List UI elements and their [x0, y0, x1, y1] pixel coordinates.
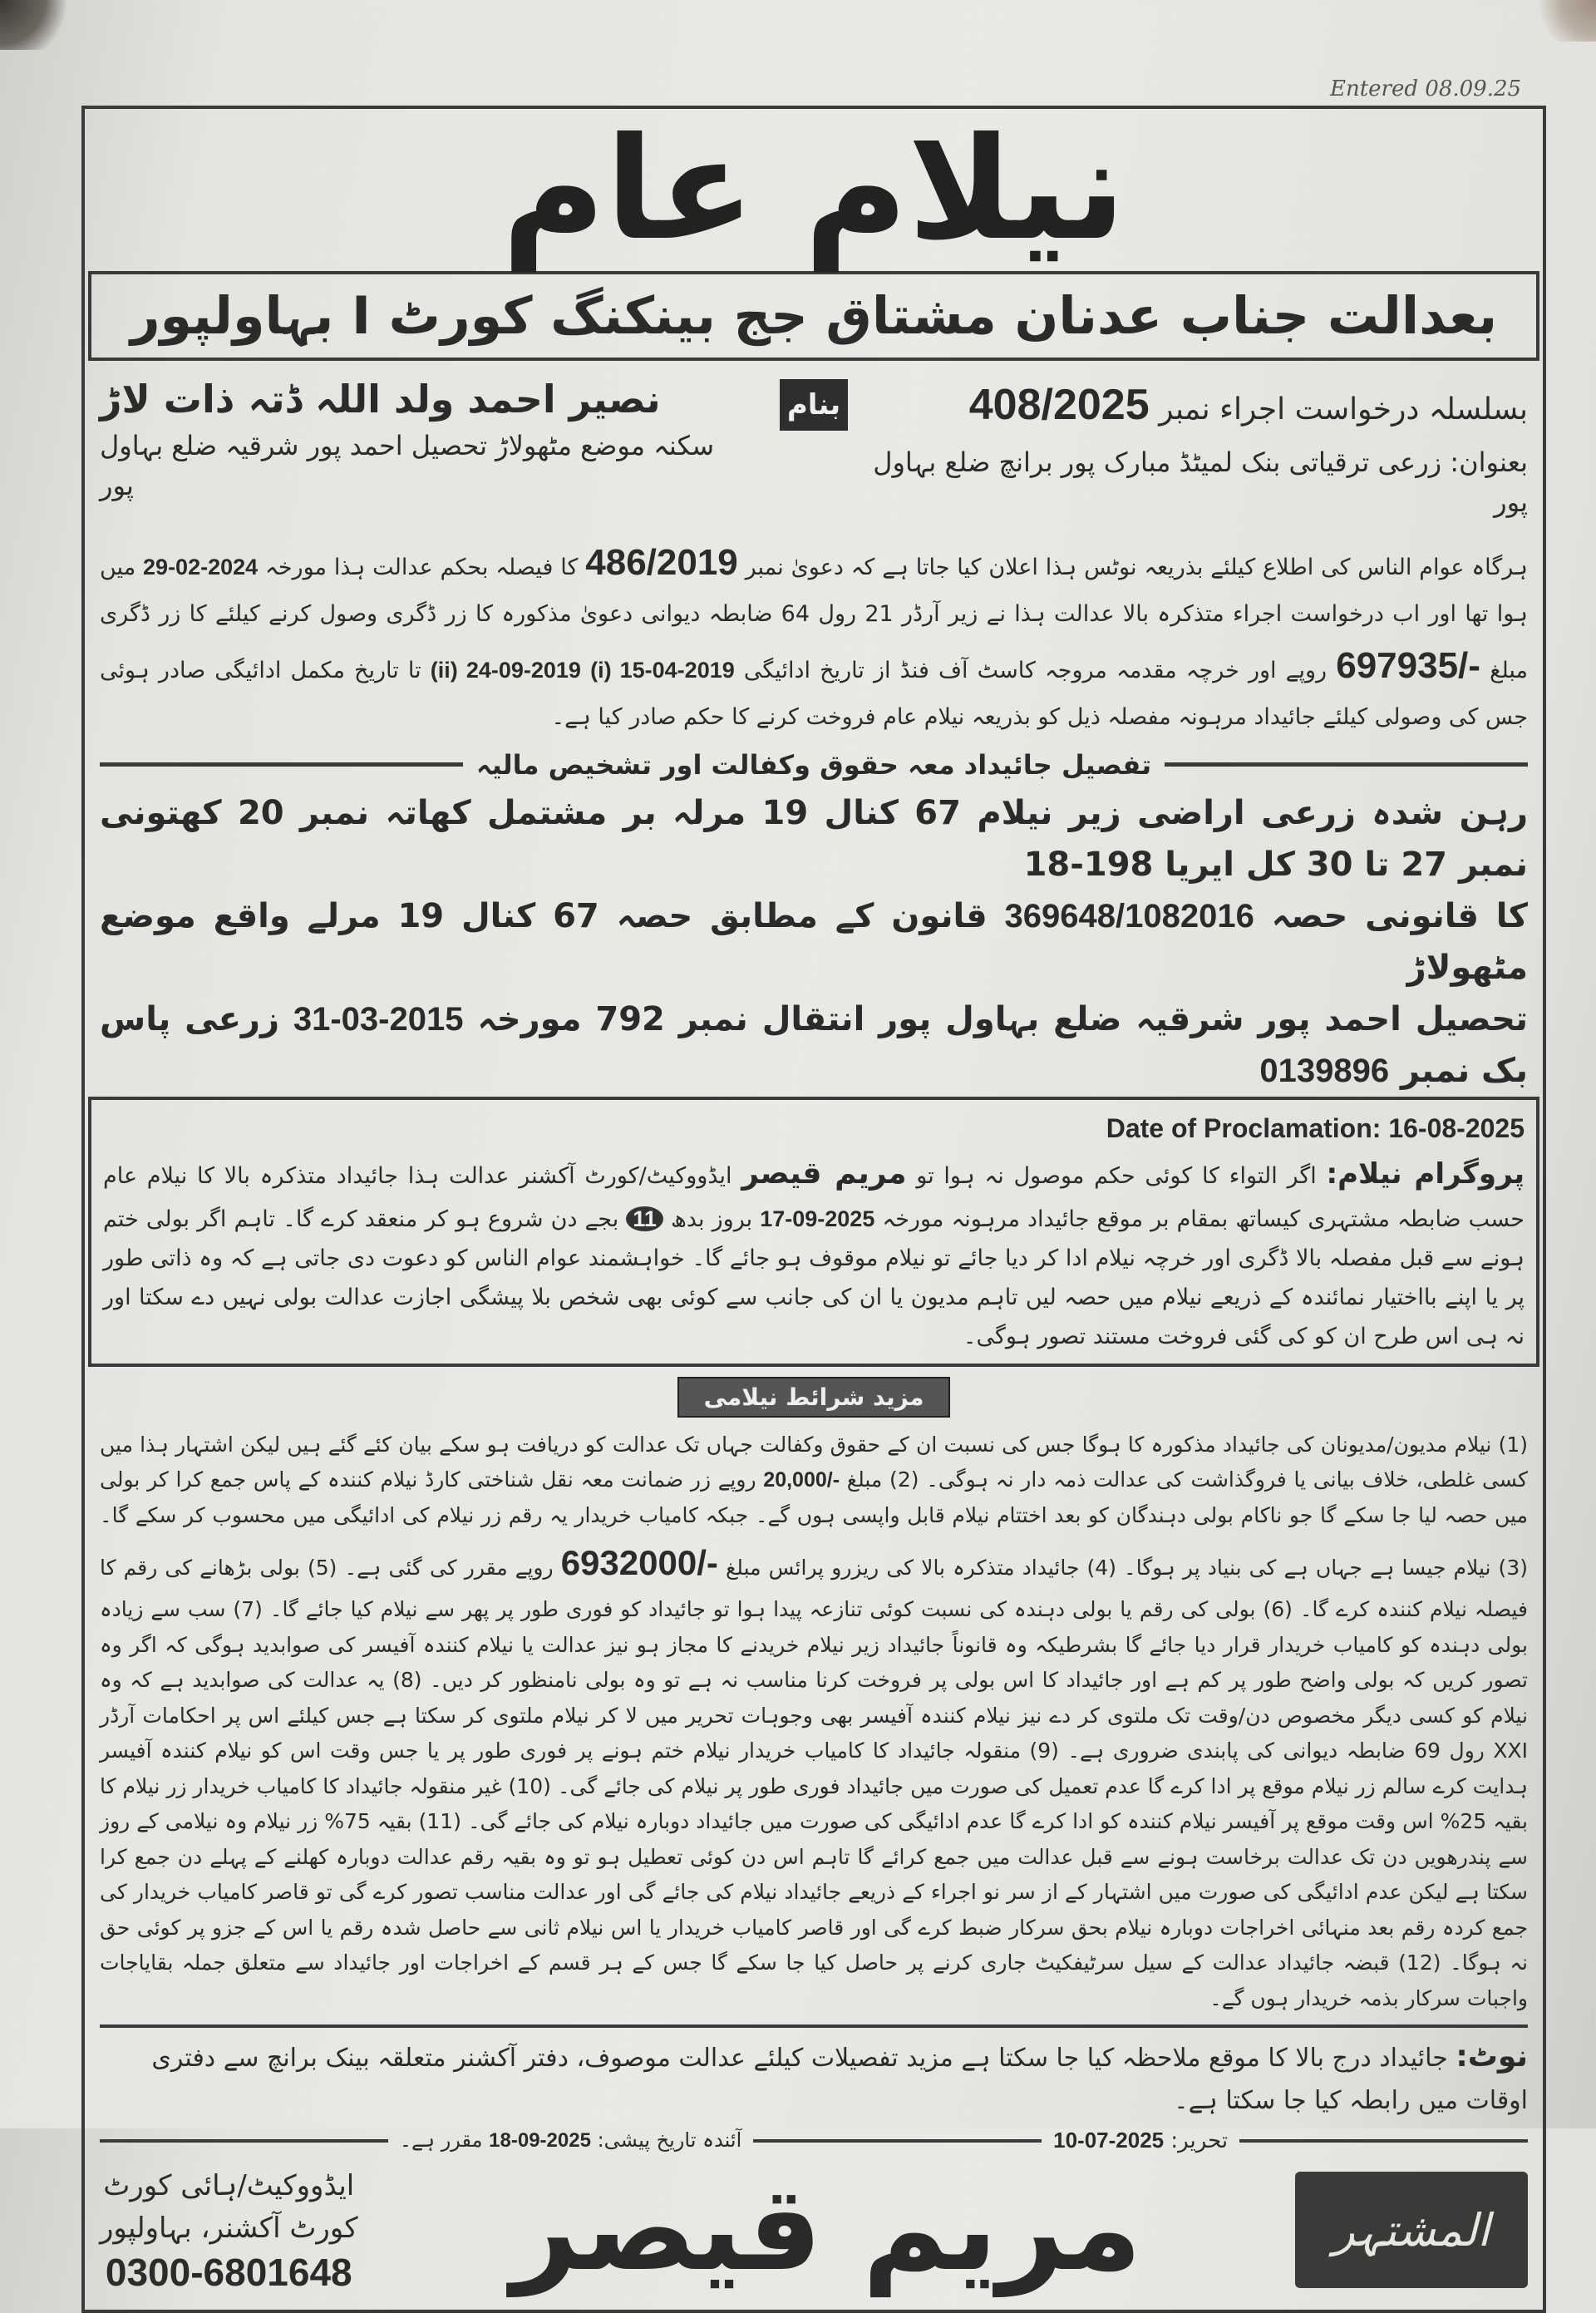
- divider: [1239, 2139, 1528, 2143]
- defendant-address: سکنہ موضع مٹھولاڑ تحصیل احمد پور شرقیہ ضلع بہاول پور: [100, 430, 715, 502]
- auction-time: 11: [626, 1206, 663, 1231]
- condition-1: (1) نیلام مدیون/مدیونان کی جائیداد مذکورہ کا ہوگا جس کی نسبت ان کے حقوق وکفالت جہاں تک عدالت کو دریافت ہو سکے بیان کئے گئے ہیں لیکن اشتہار ہذا میں کسی غلطی، خلاف بیانی یا فروگذاشت کی عدالت ذمہ دار نہ ہوگی۔: [100, 1432, 1529, 1492]
- reserve-price: 6932000/-: [560, 1543, 718, 1583]
- versus-badge: بنام: [780, 379, 848, 431]
- condition-11-end: متعلق جملہ بقایاجات واجبات سرکار بذمہ خریدار ہوں گے۔: [100, 1951, 1528, 2010]
- property-line-1: رہن شدہ زرعی اراضی زیر نیلام 67 کنال 19 مرلہ بر مشتمل کھاتہ نمبر 20 کھتونی نمبر 27 تا 30 کل ایریا 198-18: [100, 793, 1528, 884]
- note-text: جائیداد درج بالا کا موقع ملاحظہ کیا جا سکتا ہے مزید تفصیلات کیلئے عدالت موصوف، دفتر آکشنر متعلقہ بینک برانچ سے: [223, 2044, 1448, 2074]
- program-box: [88, 1097, 1539, 1367]
- program-text: اگر التواء کا کوئی حکم موصول نہ ہوا تو: [916, 1162, 1317, 1189]
- case-number: 408/2025: [968, 381, 1150, 430]
- program-text: مورخہ: [882, 1206, 944, 1232]
- program-text: فروخت مستند تصور ہوگی۔: [963, 1324, 1228, 1350]
- condition-6: ملتوی کر دے نیز نیلام کنندہ آفیسر بھی وجوہات تحریر میں لا کر نیلام ملتوی کر سکتا ہے جس کیلئے اس پر احکامات آرڈر XXI رول 69 ضابطہ دیوانی کی پابندی ضروری ہے۔ (9) منقولہ جائیداد کا کامیاب خریدار نیلام ختم ہونے پر فوری: [100, 1703, 1529, 1763]
- property-text: کا قانونی حصہ: [1271, 896, 1529, 935]
- notice-text: تا تاریخ مکمل ادائیگی صادر ہوئی جس کی وصولی کیلئے جائیداد مرہونہ مفصلہ ذیل کو بذریعہ نیلام عام فروخت کرنے کا حکم صادر کیا ہے۔: [100, 658, 1528, 731]
- divider: [100, 2139, 388, 2143]
- security-amount: 20,000/-: [763, 1468, 840, 1492]
- notice-text: کا فیصلہ بحکم عدالت ہذا مورخہ: [265, 555, 579, 581]
- dates-row: [100, 2128, 1528, 2153]
- condition-text: میں محسوب کر سکے گا۔ (3) نیلام جیسا ہے جہاں ہے کی بنیاد پر ہوگا۔ (4) جائیداد متذکرہ بالا کی ریزرو پرائس مبلغ: [100, 1502, 1528, 1581]
- divider: [100, 762, 463, 767]
- condition-4: یا بولی دہندہ کی نسبت کوئی تنازعہ پیدا ہوا تو جائیداد کو فوری طور پر پھر سے نیلام کیا جائے گا۔ (7) سب سے زیادہ بولی دہندہ کو کامیاب خریدار قرار دیا جائے گا بشرطیکہ وہ قانوناً جائیداد زیر نیلام خریدنے کا مجاز ہو نیز عدالت یا نیلام: [100, 1597, 1529, 1657]
- next-hearing-label: آئندہ تاریخ پیشی:: [597, 2128, 742, 2153]
- written-date-value: 10-07-2025: [1053, 2128, 1165, 2153]
- notice-text: کا زر ڈگری مبلغ: [100, 601, 1528, 684]
- subject-line: بعنوان: زرعی ترقیاتی بنک لمیٹڈ مبارک پور برانچ ضلع بہاول پور: [873, 446, 1528, 519]
- paper-edge-shadow: [0, 0, 75, 50]
- condition-10: کامیاب خریدار کی جمع کردہ رقم بعد منہائی اخراجات دوبارہ نیلام بحق سرکار ضبط کرے گی اور قاصر کامیاب خریدار یا اس نیلام ثانی سے حاصل شدہ رقم یا اس کے جزو پر کوئی حق نہ ہوگا۔ (12) قبضہ جائیداد عدالت کے سیل سرٹیفکیٹ: [100, 1880, 1528, 1975]
- advertiser-contact: [100, 2165, 358, 2295]
- proclamation-date-value: 16-08-2025: [1388, 1112, 1525, 1143]
- mutation-date: 31-03-2015: [293, 1000, 464, 1038]
- program-text: دعوت دی جاتی ہے کہ وہ ذاتی طور پر یا اپنے بااختیار نمائندہ کے ذریعے نیلام میں حصہ لیں تاہم مدیون یا ان کی جانب سے کوئی بھی شخص بلا پیشگی اجازت عدالت بولی نہیں دے سکتا اور نہ ہی اس طرح ان کو کی گئی: [103, 1245, 1525, 1350]
- court-box: [88, 271, 1539, 362]
- notice-paragraph: [100, 530, 1528, 737]
- property-heading: تفصیل جائیداد معہ حقوق وکفالت اور تشخیص مالیہ: [475, 748, 1152, 781]
- defendant-column: [100, 372, 755, 506]
- condition-text: (2) مبلغ: [846, 1467, 919, 1492]
- notice-text: آف فنڈ از تاریخ ادائیگی: [743, 658, 968, 684]
- case-line: [873, 372, 1528, 437]
- handwritten-note: Entered 08.09.25: [1330, 76, 1522, 101]
- property-details: [100, 787, 1528, 1097]
- notice-border: [81, 106, 1546, 2313]
- advertiser-label: المشتہر: [1295, 2172, 1528, 2288]
- condition-11: جاری کرنے پر حاصل کیا جا سکے گا جس کے ہر قسم کے اخراجات اور جائیداد سے: [295, 1951, 1027, 1975]
- advertiser-name: مریم قیصر: [510, 2162, 1142, 2298]
- suit-number: 486/2019: [585, 542, 738, 584]
- property-line-2: [100, 890, 1528, 994]
- case-label: بسلسلہ درخواست اجراء نمبر: [1159, 392, 1528, 427]
- note-label: نوٹ:: [1456, 2039, 1528, 2074]
- decree-date: 29-02-2024: [143, 555, 259, 580]
- date-ii: (ii) 24-09-2019: [430, 658, 581, 683]
- proclamation-date: [103, 1113, 1525, 1144]
- decree-amount: 697935/-: [1336, 645, 1480, 687]
- proclamation-label: Date of Proclamation:: [1106, 1112, 1382, 1143]
- written-date: [1053, 2128, 1228, 2153]
- finger-corner: [1530, 0, 1596, 42]
- auction-date: 17-09-2025: [760, 1206, 875, 1231]
- legal-share: 369648/1082016: [1004, 897, 1254, 935]
- passbook-number: 0139896: [1259, 1052, 1390, 1089]
- conditions-paragraph: [100, 1428, 1528, 2017]
- auctioneer-name: مریم قیصر: [741, 1156, 907, 1191]
- notice-title: نیلام عام: [501, 107, 1126, 272]
- property-text: تحصیل احمد پور شرقیہ ضلع بہاول پور انتقال نمبر 792 مورخہ: [477, 999, 1528, 1038]
- notice-text: روپے اور خرچہ مقدمہ مروجہ کاسٹ: [977, 658, 1328, 684]
- badge-row: [100, 1377, 1528, 1418]
- property-line-3: [100, 994, 1528, 1097]
- advertiser-office: کورٹ آکشنر، بہاولپور: [100, 2212, 358, 2246]
- case-column: [873, 372, 1528, 522]
- more-conditions-badge: مزید شرائط نیلامی: [677, 1377, 951, 1418]
- note-line: [100, 2024, 1528, 2121]
- property-heading-row: [100, 749, 1528, 781]
- condition-12: دفتری اوقات میں رابطہ کیا جا سکتا ہے۔: [151, 2044, 1528, 2116]
- parties-header: [100, 372, 1528, 522]
- property-text: زرعی پاس بک نمبر: [100, 999, 1528, 1090]
- next-hearing-suffix: مقرر ہے۔: [399, 2128, 483, 2153]
- written-label: تحریر:: [1170, 2128, 1229, 2154]
- court-name: بعدالت جناب عدنان مشتاق جج بینکنگ کورٹ I بہاولپور: [130, 284, 1498, 346]
- program-text: ایڈووکیٹ/کورٹ آکشنر عدالت ہذا جائیداد متذکرہ بالا کا نیلام عام حسب ضابطہ مشتہری کیساتھ بمقام بر موقع جائیداد مرہونہ: [103, 1162, 1525, 1232]
- condition-text: روپے مقرر کی گئی ہے۔ (5) بولی بڑھانے کی رقم کا فیصلہ نیلام کنندہ کرے گا۔ (6) بولی کی رقم: [100, 1556, 1528, 1622]
- divider: [753, 2139, 1042, 2143]
- condition-5: کنندہ آفیسر کی صوابدید ہوگی کہ اگر وہ تصور کریں کہ بولی واضح طور پر کم ہے اور جائیداد کا اس بولی پر فروخت کرنا مناسب نہ ہے تو وہ بولی نامنظور کر دیں۔ (8) یہ عدالت کی صوابدید ہے کہ وہ نیلام کو کسی دیگر مخصوص دن/وقت تک: [100, 1632, 1529, 1728]
- divider: [1165, 762, 1528, 767]
- program-paragraph: [103, 1147, 1525, 1357]
- advertiser-designation: ایڈووکیٹ/ہائی کورٹ: [103, 2169, 355, 2203]
- next-hearing: [400, 2128, 741, 2153]
- program-heading: پروگرام نیلام:: [1326, 1156, 1525, 1191]
- notice-text: ہرگاہ عوام الناس کی اطلاع کیلئے بذریعہ نوٹس ہذا اعلان کیا جاتا ہے کہ دعویٰ نمبر: [745, 555, 1528, 581]
- condition-9: گا تاہم اس دن کوئی تعطیل ہو تو وہ بقیہ رقم عدالت دوبارہ کھلنے کے پہلے دن جمع کرا سکتا ہے لیکن عدم ادائیگی کی صورت میں اشتہار کے از سر نو اجراء کے ذریعے جائیداد نیلام کی جائے گی اور عدالت مناسب تصور کرے گی تو قاصر: [100, 1844, 1529, 1905]
- auction-day: بروز بدھ: [671, 1206, 753, 1232]
- defendant-name: نصیر احمد ولد اللہ ڈتہ ذات لاڑ: [100, 377, 661, 422]
- condition-text: روپے زر ضمانت معہ نقل شناختی کارڈ نیلام کنندہ کے پاس جمع کرا کر بولی میں حصہ لیا جا سکے گا جو ناکام بولی دہندگان کو بعد اختتام نیلام قابل واپسی ہوں گے۔ جبکہ کامیاب خریدار یہ رقم زر نیلام کی ادائیگی: [100, 1467, 1528, 1527]
- program-text: بجے دن شروع ہو کر منعقد کرے گا۔ تاہم اگر بولی ختم ہونے سے قبل مفصلہ بالا ڈگری اور خرچہ نیلام ادا کر دیا جائے تو نیلام موقوف ہو جائے گا۔ خواہشمند عوام الناس کو: [103, 1206, 1525, 1271]
- condition-8: وقت موقع پر آفیسر نیلام کنندہ کو ادا کرے گا عدم ادائیگی کی صورت میں جائیداد دوبارہ نیلام کی جائے گی۔ (11) بقیہ 75% زر نیلام وہ نیلامی کے روز سے پندرھویں دن تک عدالت برخاست ہونے سے قبل عدالت میں جمع کرائے: [100, 1809, 1528, 1869]
- advertiser-footer: [100, 2162, 1528, 2298]
- condition-7: طور پر یا جس وقت اس کو نیلام کنندہ آفیسر ہدایت کرے سالم زر نیلام موقع پر ادا کرے گا عدم تعمیل کی صورت میں جائیداد فوری طور پر نیلام کی جائے گی۔ (10) غیر منقولہ جائیداد کا کامیاب خریدار زر نیلام کا بقیہ 25% اس: [100, 1738, 1528, 1834]
- advertiser-phone: 0300-6801648: [105, 2251, 352, 2295]
- property-text: قانون کے مطابق حصہ 67 کنال 19 مرلے واقع موضع مٹھولاڑ: [100, 896, 1528, 987]
- date-i: (i) 15-04-2019: [590, 658, 735, 683]
- notice-text: میں ہوا تھا اور اب درخواست اجراء متذکرہ بالا عدالت ہذا نے زیر آرڈر 21 رول 64 ضابطہ دیوانی دعویٰ مذکورہ کا زر ڈگری وصول کرنے کیلئے: [100, 555, 1529, 628]
- next-hearing-date: 18-09-2025: [489, 2129, 591, 2153]
